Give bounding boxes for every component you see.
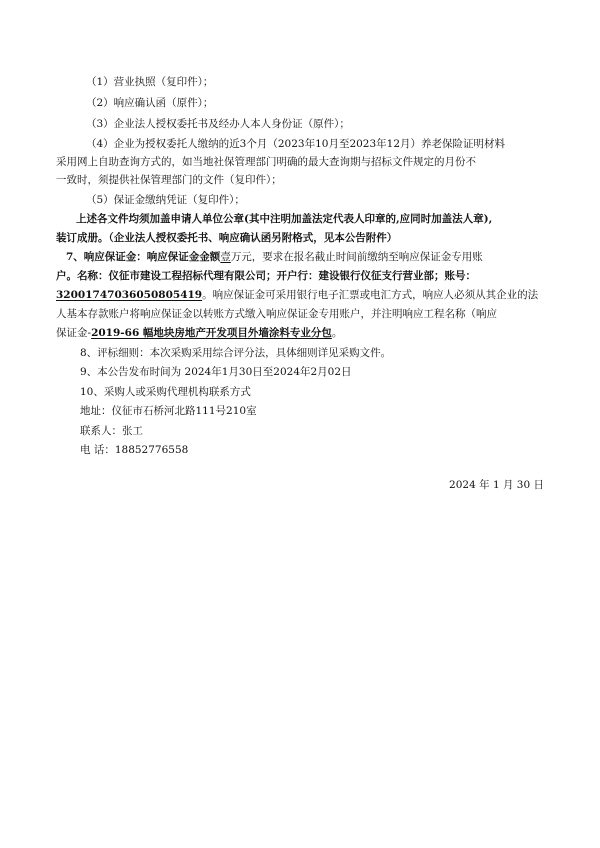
deposit-heading: 7、响应保证金：响应保证金金额 (66, 251, 221, 263)
deposit-amount: 壹 (220, 251, 231, 263)
deposit-period: 。 (331, 327, 343, 339)
deposit-project-prefix: 保证金- (56, 327, 92, 339)
material-item-2: （2）响应确认函（原件）； (86, 97, 214, 109)
deposit-account-number: 32001747036050805419 (56, 289, 203, 301)
material-item-5: （5）保证金缴纳凭证（复印件）； (86, 194, 245, 206)
material-item-4: （4）企业为授权委托人缴纳的近3个月（2023年10月至2023年12月）养老保险证明材料 (86, 138, 506, 150)
deposit-line-3 (56, 288, 538, 302)
deposit-payment-note: 。响应保证金可采用银行电子汇票或电汇方式，响应人必须从其企业的法 (202, 289, 539, 301)
contact-address: 地址：仪征市石桥河北路111号210室 (80, 405, 257, 417)
announcement-date: 2024 年 1 月 30 日 (449, 479, 544, 491)
stamp-note-line-2: 装订成册。（企业法人授权委托书、响应确认函另附格式，见本公告附件） (56, 232, 398, 244)
publish-period: 9、本公告发布时间为 2024年1月30日至2024年2月02日 (80, 366, 352, 378)
deposit-line-5 (56, 326, 342, 340)
deposit-account-label: ；账号： (434, 270, 476, 282)
stamp-note-line-1: 上述各文件均须加盖申请人单位公章(其中注明加盖法定代表人印章的,应同时加盖法人章), (76, 213, 493, 225)
contact-heading: 10、采购人或采购代理机构联系方式 (80, 386, 251, 398)
contact-person: 联系人：张工 (80, 425, 143, 437)
material-item-4-cont-2: 一致时，须提供社保管理部门的文件（复印件）； (56, 174, 282, 186)
deposit-name-label: 户。名称： (56, 270, 109, 282)
material-item-3: （3）企业法人授权委托书及经办人本人身份证（原件）； (86, 118, 350, 130)
deposit-text: 万元，要求在报名截止时间前缴纳至响应保证金专用账 (230, 251, 483, 263)
deposit-line-1 (66, 250, 483, 264)
deposit-bank: 建设银行仪征支行营业部 (318, 270, 434, 282)
material-item-4-cont-1: 采用网上自助查询方式的，如当地社保管理部门明确的最大查询期与招标文件规定的月份不 (56, 156, 476, 168)
deposit-line-4: 人基本存款账户将响应保证金以转账方式缴入响应保证金专用账户，并注明响应工程名称（响应 (56, 308, 497, 320)
deposit-line-2 (56, 269, 476, 283)
deposit-account-name: 仪征市建设工程招标代理有限公司 (108, 270, 266, 282)
deposit-project-name: 2019-66 幅地块房地产开发项目外墙涂料专业分包 (91, 327, 332, 339)
evaluation-rules: 8、评标细则：本次采购采用综合评分法，具体细则详见采购文件。 (80, 347, 392, 359)
deposit-bank-label: ；开户行： (266, 270, 319, 282)
contact-phone: 电 话：18852776558 (80, 444, 189, 456)
material-item-1: （1）营业执照（复印件）； (86, 76, 214, 88)
